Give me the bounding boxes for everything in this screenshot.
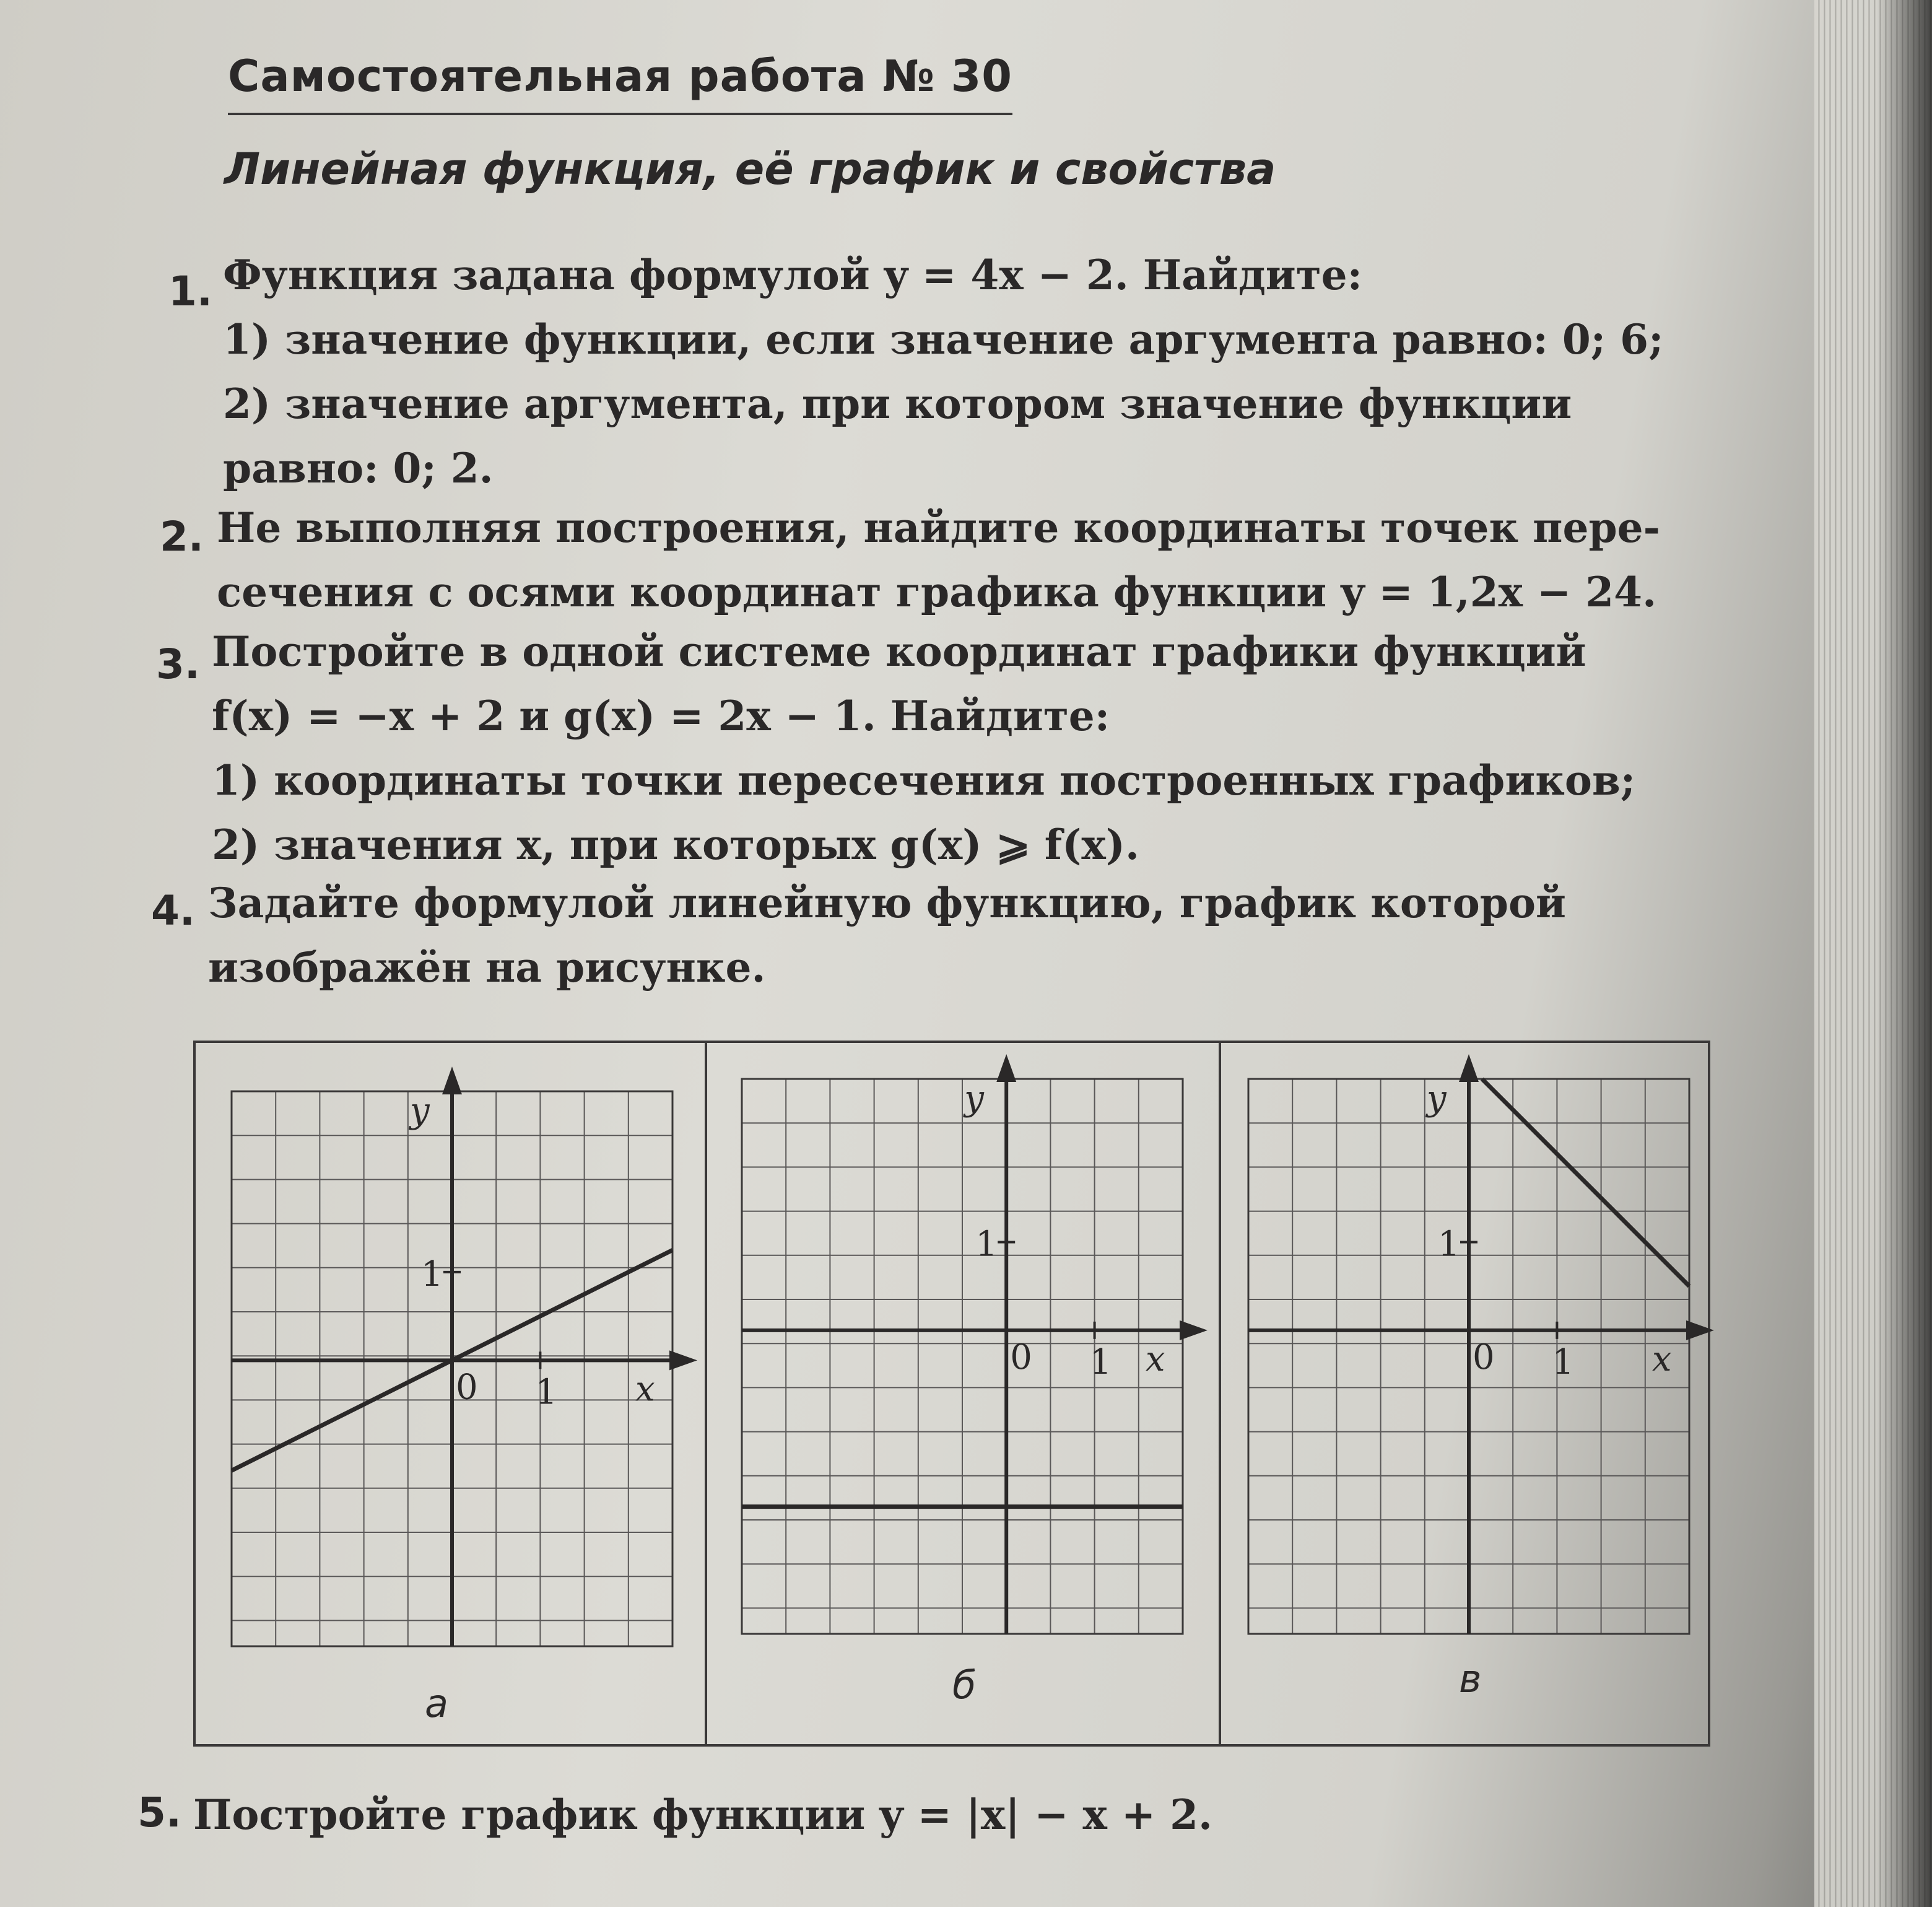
y-axis-label: y: [410, 1091, 430, 1131]
task-2-line-2: сечения с осями координат графика функции y = 1,2x − 24.: [217, 568, 1657, 616]
task-4-line-2: изображён на рисунке.: [208, 943, 766, 992]
panel-label-c: в: [1459, 1656, 1482, 1701]
task-4: [208, 871, 1688, 1000]
y-unit-label: 1: [1438, 1224, 1460, 1265]
task-3-line-2: f(x) = −x + 2 и g(x) = 2x − 1. Найдите:: [212, 692, 1110, 740]
graph-c: [1248, 1079, 1689, 1634]
y-axis-arrow: [1459, 1054, 1479, 1082]
task-3-line-4: 2) значения x, при которых g(x) ⩾ f(x).: [212, 821, 1139, 869]
y-axis-label: y: [964, 1078, 984, 1119]
task-3: [212, 619, 1686, 877]
origin-label: 0: [456, 1367, 478, 1408]
task-2-number: 2.: [160, 513, 204, 561]
graph-a: [232, 1091, 672, 1646]
x-unit-label: 1: [1552, 1342, 1575, 1382]
x-axis-arrow: [1686, 1320, 1714, 1340]
panel-label-a: а: [425, 1681, 448, 1726]
y-axis-label: y: [1427, 1078, 1447, 1119]
origin-label: 0: [1010, 1337, 1032, 1377]
topic-title: Линейная функция, её график и свойства: [224, 144, 1276, 194]
panel-divider-2: [1219, 1043, 1221, 1744]
panel-divider-1: [705, 1043, 707, 1744]
task-5: [193, 1783, 1679, 1847]
task-5-line-1: Постройте график функции y = |x| − x + 2.: [193, 1791, 1213, 1839]
task-1-line-4: равно: 0; 2.: [223, 444, 494, 492]
y-axis-arrow: [442, 1067, 462, 1094]
y-unit-label: 1: [421, 1254, 443, 1294]
x-axis-arrow: [1180, 1320, 1208, 1340]
page-shadow: [1876, 0, 1932, 1907]
task-1-number: 1.: [168, 268, 212, 315]
task-2-line-1: Не выполняя построения, найдите координаты точек пере-: [217, 504, 1660, 552]
graph-b: [742, 1079, 1183, 1634]
x-axis-label: x: [1652, 1338, 1672, 1379]
x-axis-arrow: [669, 1350, 697, 1370]
origin-label: 0: [1473, 1337, 1495, 1377]
y-axis-arrow: [996, 1054, 1016, 1082]
y-unit-label: 1: [975, 1224, 998, 1265]
task-4-line-1: Задайте формулой линейную функцию, график которой: [208, 879, 1566, 927]
task-3-line-1: Постройте в одной системе координат графики функций: [212, 627, 1586, 676]
task-5-number: 5.: [137, 1789, 181, 1836]
task-1: [223, 243, 1684, 500]
x-unit-label: 1: [535, 1372, 558, 1413]
task-1-line-1: Функция задана формулой y = 4x − 2. Найдите:: [223, 251, 1363, 299]
x-unit-label: 1: [1089, 1342, 1112, 1382]
task-2: [217, 495, 1684, 624]
task-4-number: 4.: [151, 887, 195, 935]
work-title: Самостоятельная работа № 30: [228, 51, 1012, 115]
panel-label-b: б: [952, 1662, 977, 1708]
x-axis-label: x: [635, 1369, 655, 1410]
task-1-line-3: 2) значение аргумента, при котором значение функции: [223, 380, 1572, 428]
task-1-line-2: 1) значение функции, если значение аргумента равно: 0; 6;: [223, 315, 1664, 364]
task-3-line-3: 1) координаты точки пересечения построенных графиков;: [212, 756, 1636, 805]
task-3-number: 3.: [156, 640, 200, 688]
x-axis-label: x: [1146, 1338, 1165, 1379]
figure-box: [193, 1041, 1710, 1747]
